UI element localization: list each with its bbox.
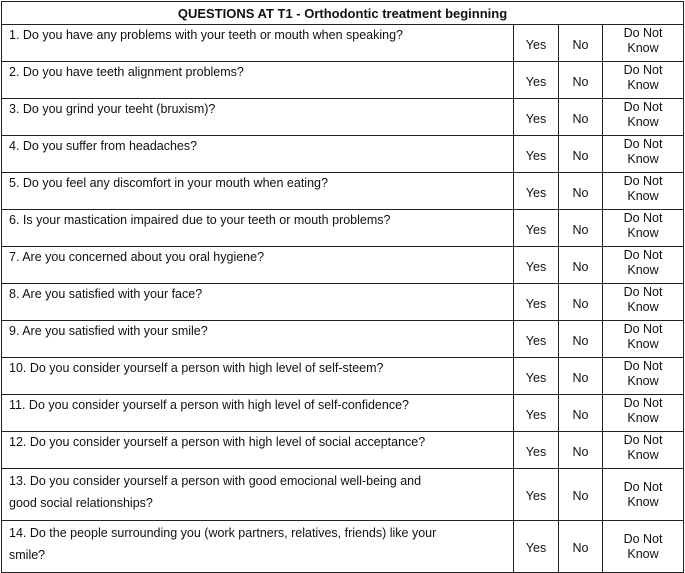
option-do-not-know[interactable] bbox=[603, 284, 684, 321]
option-yes[interactable]: Yes bbox=[514, 25, 559, 62]
option-do-not-know[interactable] bbox=[603, 210, 684, 247]
question-line-1: 8. Are you satisfied with your face? bbox=[9, 287, 203, 301]
option-yes[interactable]: Yes bbox=[514, 432, 559, 469]
question-line-1: 2. Do you have teeth alignment problems? bbox=[9, 65, 244, 79]
question-line-1: 3. Do you grind your teeht (bruxism)? bbox=[9, 102, 216, 116]
question-line-1: 11. Do you consider yourself a person with high level of self-confidence? bbox=[9, 398, 409, 412]
question-text bbox=[2, 62, 514, 99]
option-do-not-know[interactable] bbox=[603, 521, 684, 573]
question-text bbox=[2, 210, 514, 247]
option-do-not-know[interactable] bbox=[603, 247, 684, 284]
question-line-1: 14. Do the people surrounding you (work partners, relatives, friends) like your bbox=[9, 526, 437, 540]
option-do-not-know[interactable] bbox=[603, 358, 684, 395]
question-line-1: 4. Do you suffer from headaches? bbox=[9, 139, 198, 153]
question-row-4 bbox=[2, 136, 684, 173]
option-do-not-know-line-2: Know bbox=[627, 448, 659, 462]
option-do-not-know[interactable] bbox=[603, 173, 684, 210]
option-do-not-know-line-1: Do Not bbox=[623, 531, 663, 546]
question-line-1: 6. Is your mastication impaired due to your teeth or mouth problems? bbox=[9, 213, 391, 227]
option-no[interactable]: No bbox=[559, 247, 603, 284]
option-do-not-know[interactable] bbox=[603, 321, 684, 358]
option-do-not-know-line-1: Do Not bbox=[623, 174, 663, 188]
option-yes[interactable]: Yes bbox=[514, 62, 559, 99]
option-no[interactable]: No bbox=[559, 321, 603, 358]
option-no[interactable]: No bbox=[559, 284, 603, 321]
question-line-1: 10. Do you consider yourself a person with high level of self-steem? bbox=[9, 361, 384, 375]
option-do-not-know-line-2: Know bbox=[627, 263, 659, 277]
question-row-5 bbox=[2, 173, 684, 210]
option-no[interactable]: No bbox=[559, 395, 603, 432]
question-row-7 bbox=[2, 247, 684, 284]
option-do-not-know-line-1: Do Not bbox=[623, 479, 663, 494]
question-row-12 bbox=[2, 432, 684, 469]
option-no[interactable]: No bbox=[559, 210, 603, 247]
questionnaire-sheet bbox=[1, 1, 683, 562]
option-do-not-know-line-1: Do Not bbox=[623, 248, 663, 262]
table-title: QUESTIONS AT T1 - Orthodontic treatment beginning bbox=[2, 2, 684, 25]
option-do-not-know-line-1: Do Not bbox=[623, 285, 663, 299]
option-yes[interactable]: Yes bbox=[514, 247, 559, 284]
option-do-not-know-line-2: Know bbox=[627, 115, 659, 129]
option-yes[interactable]: Yes bbox=[514, 136, 559, 173]
option-no[interactable]: No bbox=[559, 99, 603, 136]
question-line-1: 12. Do you consider yourself a person with high level of social acceptance? bbox=[9, 435, 426, 449]
question-row-11 bbox=[2, 395, 684, 432]
option-do-not-know-line-1: Do Not bbox=[623, 359, 663, 373]
option-do-not-know[interactable] bbox=[603, 25, 684, 62]
option-yes[interactable]: Yes bbox=[514, 284, 559, 321]
question-line-2: smile? bbox=[9, 548, 46, 562]
option-do-not-know[interactable] bbox=[603, 432, 684, 469]
option-do-not-know-line-2: Know bbox=[627, 337, 659, 351]
question-line-1: 7. Are you concerned about you oral hygiene? bbox=[9, 250, 265, 264]
option-do-not-know-line-1: Do Not bbox=[623, 100, 663, 114]
option-yes[interactable]: Yes bbox=[514, 469, 559, 521]
option-do-not-know-line-1: Do Not bbox=[623, 137, 663, 151]
option-do-not-know-line-1: Do Not bbox=[623, 322, 663, 336]
option-yes[interactable]: Yes bbox=[514, 395, 559, 432]
option-no[interactable]: No bbox=[559, 136, 603, 173]
question-row-1 bbox=[2, 25, 684, 62]
option-do-not-know-line-1: Do Not bbox=[623, 211, 663, 225]
question-text bbox=[2, 284, 514, 321]
question-row-8 bbox=[2, 284, 684, 321]
option-no[interactable]: No bbox=[559, 432, 603, 469]
option-no[interactable]: No bbox=[559, 25, 603, 62]
option-yes[interactable]: Yes bbox=[514, 521, 559, 573]
option-do-not-know-line-2: Know bbox=[627, 226, 659, 240]
option-do-not-know[interactable] bbox=[603, 136, 684, 173]
option-do-not-know-line-2: Know bbox=[627, 374, 659, 388]
questionnaire-table bbox=[1, 1, 684, 573]
question-row-2 bbox=[2, 62, 684, 99]
option-do-not-know-line-1: Do Not bbox=[623, 63, 663, 77]
question-text bbox=[2, 432, 514, 469]
question-line-1: 1. Do you have any problems with your teeth or mouth when speaking? bbox=[9, 28, 403, 42]
option-do-not-know-line-2: Know bbox=[627, 494, 659, 509]
option-do-not-know[interactable] bbox=[603, 62, 684, 99]
option-yes[interactable]: Yes bbox=[514, 210, 559, 247]
question-line-1: 13. Do you consider yourself a person with good emocional well-being and bbox=[9, 474, 422, 488]
option-yes[interactable]: Yes bbox=[514, 321, 559, 358]
option-no[interactable]: No bbox=[559, 469, 603, 521]
question-text bbox=[2, 521, 514, 573]
option-yes[interactable]: Yes bbox=[514, 99, 559, 136]
option-no[interactable]: No bbox=[559, 173, 603, 210]
option-do-not-know-line-1: Do Not bbox=[623, 396, 663, 410]
option-do-not-know-line-2: Know bbox=[627, 546, 659, 561]
option-do-not-know-line-1: Do Not bbox=[623, 433, 663, 447]
question-text bbox=[2, 395, 514, 432]
option-do-not-know-line-2: Know bbox=[627, 411, 659, 425]
option-do-not-know-line-1: Do Not bbox=[623, 26, 663, 40]
option-no[interactable]: No bbox=[559, 521, 603, 573]
question-text bbox=[2, 358, 514, 395]
option-yes[interactable]: Yes bbox=[514, 173, 559, 210]
question-text bbox=[2, 469, 514, 521]
question-row-10 bbox=[2, 358, 684, 395]
option-do-not-know[interactable] bbox=[603, 469, 684, 521]
option-do-not-know-line-2: Know bbox=[627, 189, 659, 203]
question-text bbox=[2, 25, 514, 62]
option-do-not-know[interactable] bbox=[603, 395, 684, 432]
question-line-1: 5. Do you feel any discomfort in your mouth when eating? bbox=[9, 176, 328, 190]
question-text bbox=[2, 99, 514, 136]
question-row-6 bbox=[2, 210, 684, 247]
option-do-not-know-line-2: Know bbox=[627, 41, 659, 55]
option-do-not-know-line-2: Know bbox=[627, 78, 659, 92]
option-do-not-know-line-2: Know bbox=[627, 300, 659, 314]
question-text bbox=[2, 247, 514, 284]
option-do-not-know-line-2: Know bbox=[627, 152, 659, 166]
option-yes[interactable]: Yes bbox=[514, 358, 559, 395]
question-text bbox=[2, 321, 514, 358]
question-text bbox=[2, 136, 514, 173]
option-do-not-know[interactable] bbox=[603, 99, 684, 136]
question-line-1: 9. Are you satisfied with your smile? bbox=[9, 324, 208, 338]
option-no[interactable]: No bbox=[559, 358, 603, 395]
question-rows bbox=[2, 25, 684, 573]
question-row-3 bbox=[2, 99, 684, 136]
question-row-13 bbox=[2, 469, 684, 521]
question-text bbox=[2, 173, 514, 210]
question-row-14 bbox=[2, 521, 684, 573]
question-row-9 bbox=[2, 321, 684, 358]
option-no[interactable]: No bbox=[559, 62, 603, 99]
question-line-2: good social relationships? bbox=[9, 496, 153, 510]
